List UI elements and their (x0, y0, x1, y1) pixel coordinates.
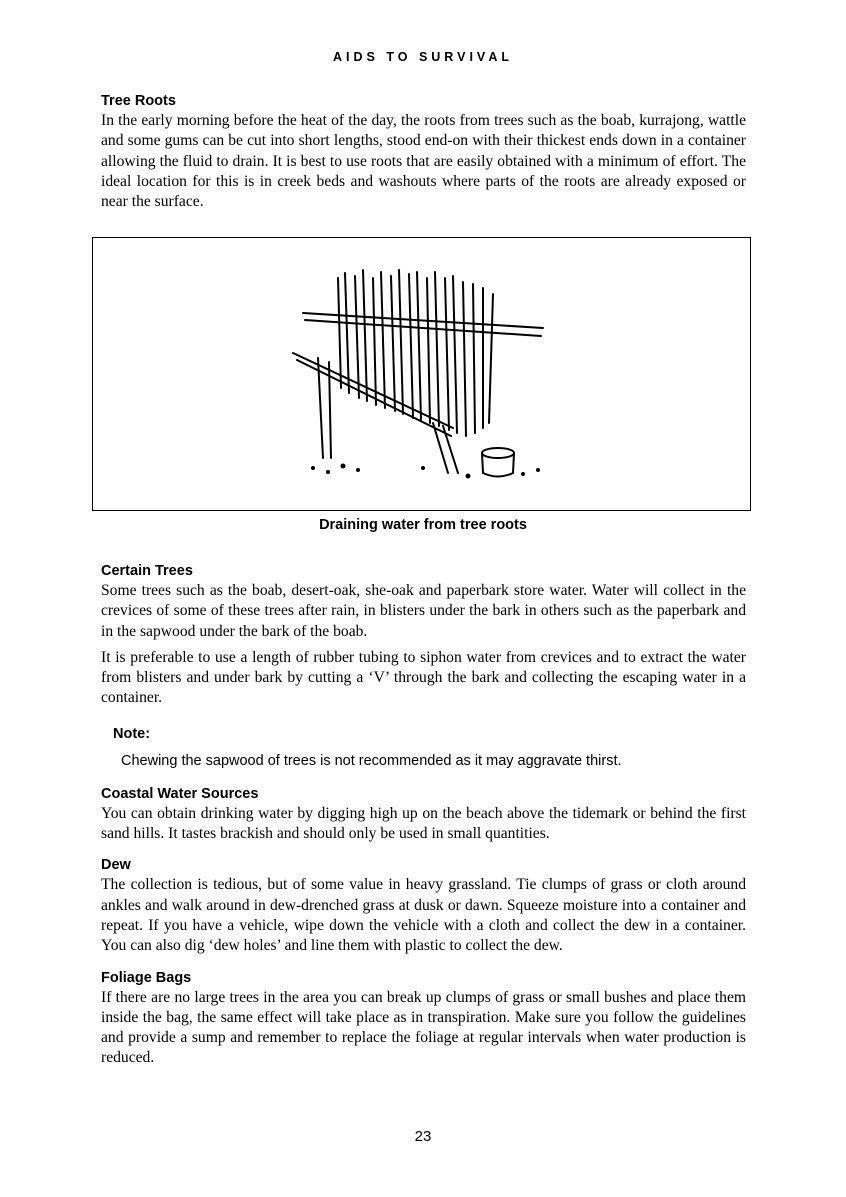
paragraph-foliage: If there are no large trees in the area you can break up clumps of grass or small bushes and place them inside the bag, the same effect will take place as in transpiration. Make sure you follow the guidelines and provide a sump and remember to replace the foliage at regular intervals when water production is reduced. (101, 988, 746, 1067)
heading-foliage: Foliage Bags (101, 969, 192, 986)
root-draining-illustration (283, 258, 563, 488)
paragraph-coastal: You can obtain drinking water by digging high up on the beach above the tidemark or behind the first sand hills. It tastes brackish and should only be used in small quantities. (101, 804, 746, 843)
figure-caption: Draining water from tree roots (319, 517, 527, 533)
page-body-bottom (101, 562, 746, 1069)
paragraph-tree-roots: In the early morning before the heat of the day, the roots from trees such as the boab, kurrajong, wattle and some gums can be cut into short lengths, stood end-on with their thickest ends down in a container allowing the fluid to drain. It is best to use roots that are easily obtained with a minimum of effort. The ideal location for this is in creek beds and washouts where parts of the roots are already exposed or near the surface. (101, 112, 746, 211)
heading-coastal: Coastal Water Sources (101, 785, 259, 802)
note-label: Note: (113, 725, 151, 742)
paragraph-dew: The collection is tedious, but of some value in heavy grassland. Tie clumps of grass or cloth around ankles and walk around in dew-drenched grass at dusk or dawn. Squeeze moisture into a container and repeat. If you have a vehicle, wipe down the vehicle with a cloth and collect the dew in a container. You can also dig ‘dew holes’ and line them with plastic to collect the dew. (101, 876, 746, 955)
heading-dew: Dew (101, 857, 131, 874)
figure-frame (92, 237, 751, 511)
note-text: Chewing the sapwood of trees is not recommended as it may aggravate thirst. (121, 752, 622, 769)
page-number: 23 (414, 1128, 432, 1145)
running-head: AIDS TO SURVIVAL (333, 50, 513, 64)
page-body-top (101, 92, 746, 212)
paragraph-certain-trees-1: Some trees such as the boab, desert-oak, she-oak and paperbark store water. Water will collect in the crevices of some of these trees after rain, in blisters under the bark in others such as the paperbark and in the sapwood under the bark of the boab. (101, 582, 746, 640)
heading-tree-roots: Tree Roots (101, 93, 176, 109)
paragraph-certain-trees-2: It is preferable to use a length of rubber tubing to siphon water from crevices and to extract the water from blisters and under bark by cutting a ‘V’ through the bark and collecting the escaping water in a container. (101, 648, 746, 707)
heading-certain-trees: Certain Trees (101, 563, 193, 579)
